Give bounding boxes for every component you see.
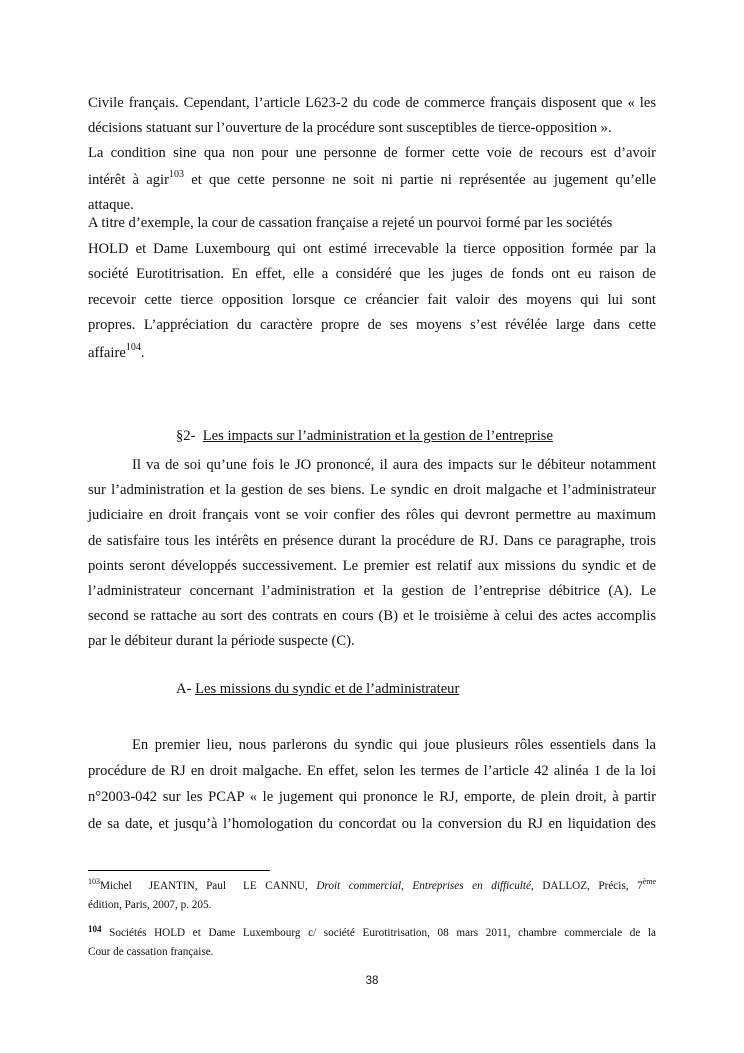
text-line: de satisfaire tous les intérêts en présence durant la procédure de RJ. Dans ce paragraphe, trois <box>88 532 656 549</box>
text-line: judiciaire en droit français vont se voir confier des rôles qui devront permettre au maximum <box>88 507 656 524</box>
paragraph-intro <box>88 91 656 141</box>
text-line: HOLD et Dame Luxembourg qui ont estimé irrecevable la tierce opposition formée par la <box>88 241 656 258</box>
text-line: de sa date, et jusqu’à l’homologation du concordat ou la conversion du RJ en liquidation des <box>88 815 656 832</box>
text: Michel JEANTIN, Paul LE CANNU, <box>100 880 317 892</box>
paragraph-missions <box>88 733 656 837</box>
text: . <box>140 344 145 361</box>
text-line: Civile français. Cependant, l’article L623-2 du code de commerce français disposent que « les <box>88 95 656 111</box>
text-line: A titre d’exemple, la cour de cassation française a rejeté un pourvoi formé par les sociétés <box>88 215 613 231</box>
paragraph-example <box>88 211 656 366</box>
text-line: recevoir cette tierce opposition lorsque ce créancier fait valoir des moyens qui lui sont <box>88 291 656 308</box>
text-line: propres. L’appréciation du caractère propre de ses moyens s’est révélée large dans cette <box>88 316 656 333</box>
section-heading-a <box>176 681 459 698</box>
text-line: points seront développés successivement. Le premier est relatif aux missions du syndic et de <box>88 557 656 574</box>
paragraph-condition <box>88 141 656 219</box>
text-line <box>88 168 656 193</box>
text-line: La condition sine qua non pour une personne de former cette voie de recours est d’avoir <box>88 145 656 161</box>
section-number: A- <box>176 681 196 697</box>
section-number: §2- <box>176 428 203 444</box>
text: affaire <box>88 344 126 361</box>
text-line: second se rattache au sort des contrats en cours (B) et le troisième à celui des actes accomplis <box>88 608 656 625</box>
section-title: Les missions du syndic et de l’administrateur <box>195 681 460 697</box>
text-line: par le débiteur durant la période suspecte (C). <box>88 633 355 650</box>
text-line: Il va de soi qu’une fois le JO prononcé, il aura des impacts sur le débiteur notamment <box>132 457 656 473</box>
paragraph-impacts <box>88 453 656 655</box>
footnote-104 <box>88 920 656 962</box>
text: et que cette personne ne soit ni partie ni représentée au jugement qu’elle <box>183 172 656 189</box>
text-line <box>88 341 656 366</box>
text-line: société Eurotitrisation. En effet, elle a considéré que les juges de fonds ont eu raison de <box>88 266 656 283</box>
footnote-line <box>88 920 656 943</box>
text-line: n°2003-042 sur les PCAP « le jugement qui prononce le RJ, emporte, de plein droit, à partir <box>88 789 656 806</box>
footnote-ref-103[interactable]: 103 <box>168 169 184 181</box>
text: ème <box>642 877 656 886</box>
text-line: En premier lieu, nous parlerons du syndic qui joue plusieurs rôles essentiels dans la <box>132 737 656 753</box>
section-title: Les impacts sur l’administration et la gestion de l’entreprise <box>202 428 553 444</box>
text-line: procédure de RJ en droit malgache. En effet, selon les termes de l’article 42 alinéa 1 de la loi <box>88 763 656 780</box>
footnote-line: Cour de cassation française. <box>88 946 214 958</box>
text-line: l’administrateur concernant l’administration et la gestion de l’entreprise débitrice (A). Le <box>88 582 656 599</box>
footnote-line: édition, Paris, 2007, p. 205. <box>88 899 212 911</box>
footnote-ref-104[interactable]: 104 <box>125 341 141 353</box>
footnote-number: 104 <box>88 924 102 934</box>
book-title: Droit commercial, Entreprises en difficulté <box>316 880 531 892</box>
text-line: attaque. <box>88 197 134 214</box>
text: Sociétés HOLD et Dame Luxembourg c/ société Eurotitrisation, 08 mars 2011, chambre commerciale de la <box>101 927 656 939</box>
page-number: 38 <box>365 975 379 987</box>
section-heading-2 <box>176 428 553 445</box>
footnote-separator <box>88 870 270 871</box>
footnote-line <box>88 877 656 896</box>
text-line: décisions statuant sur l’ouverture de la procédure sont susceptibles de tierce-opposition ». <box>88 120 612 137</box>
text-line: sur l’administration et la gestion de ses biens. Le syndic en droit malgache et l’administrateur <box>88 482 656 499</box>
footnote-103 <box>88 877 656 915</box>
text: , DALLOZ, Précis, 7 <box>531 880 643 892</box>
footnote-number: 103 <box>88 877 100 886</box>
text: intérêt à agir <box>88 172 169 189</box>
